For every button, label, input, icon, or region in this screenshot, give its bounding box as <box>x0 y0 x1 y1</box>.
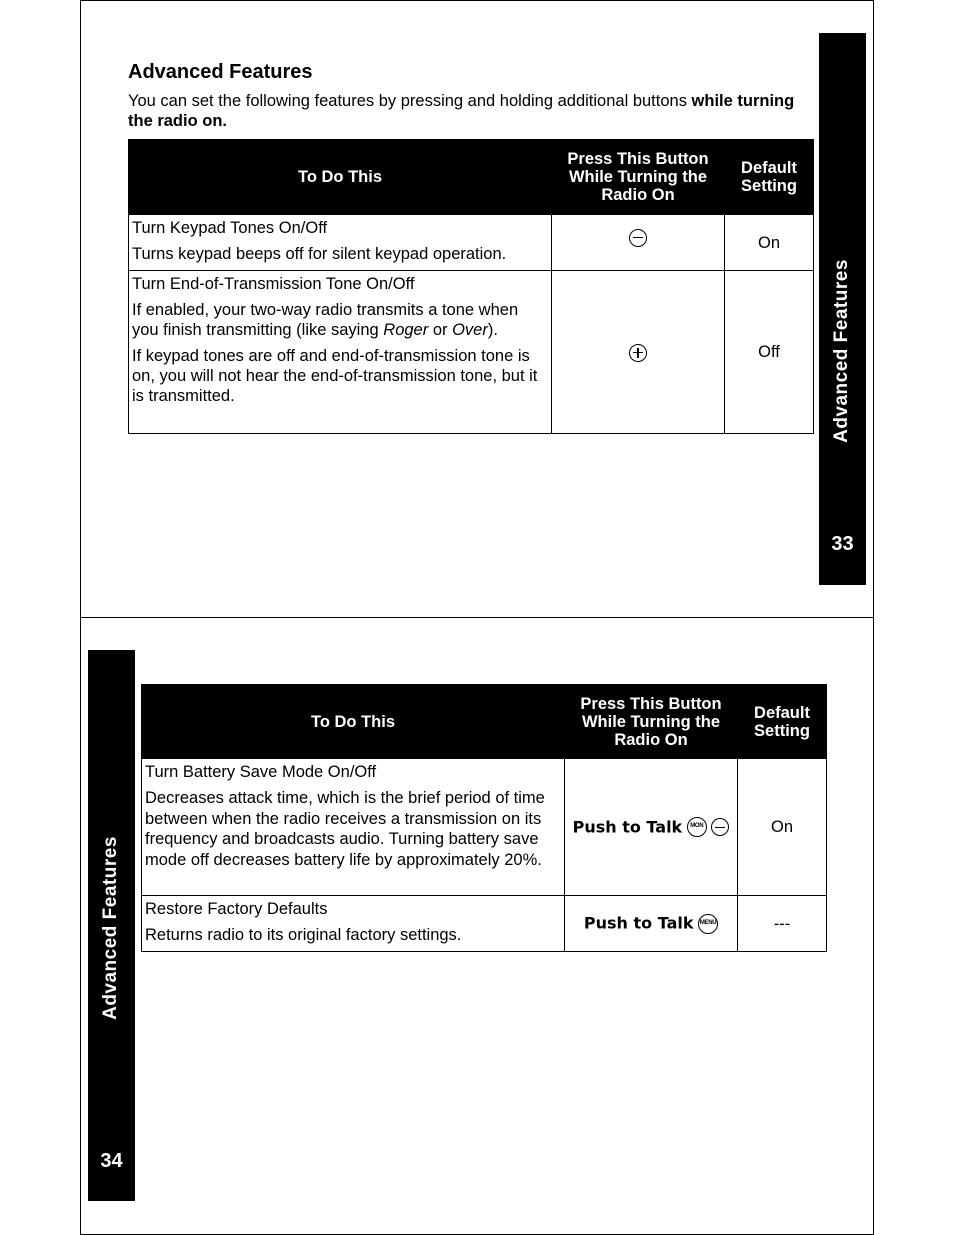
page-number: 34 <box>100 1150 123 1172</box>
feature-name: Restore Factory Defaults <box>145 900 328 918</box>
feature-cell <box>142 896 565 952</box>
default-cell: --- <box>738 896 827 952</box>
side-tab-label: Advanced Features <box>831 259 852 443</box>
default-cell: On <box>738 759 827 896</box>
feature-name: Turn Battery Save Mode On/Off <box>145 763 377 781</box>
intro-paragraph <box>128 91 818 131</box>
header-press-button: Press This Button While Turning the Radio On <box>552 140 725 215</box>
section-title: Advanced Features <box>128 61 313 83</box>
side-tab-label: Advanced Features <box>100 836 121 1020</box>
feature-cell <box>129 271 552 434</box>
table-row <box>142 896 827 952</box>
button-cell <box>565 896 738 952</box>
intro-text: You can set the following features by pressing and holding additional buttons <box>128 92 692 110</box>
desc-text: ). <box>487 321 498 339</box>
minus-button-icon <box>711 818 729 836</box>
push-to-talk-label: Push to Talk <box>583 913 694 933</box>
feature-description <box>132 300 549 340</box>
table-header-row <box>129 140 814 215</box>
header-default: Default Setting <box>738 685 827 759</box>
feature-note: If keypad tones are off and end-of-transmission tone is on, you will not hear the end-of-transmission tone, but it is transmitted. <box>132 347 538 405</box>
table-row <box>142 759 827 896</box>
button-cell <box>552 271 725 434</box>
plus-button-icon <box>629 344 647 362</box>
feature-cell <box>142 759 565 896</box>
feature-cell <box>129 215 552 271</box>
feature-name: Turn End-of-Transmission Tone On/Off <box>132 275 415 293</box>
feature-description: Returns radio to its original factory settings. <box>145 926 462 944</box>
default-cell: On <box>725 215 814 271</box>
side-tab-33 <box>819 33 866 585</box>
features-table-top <box>128 139 814 434</box>
intro-bold-text: while turning the radio on. <box>128 92 795 130</box>
header-to-do: To Do This <box>129 140 552 215</box>
feature-description: Turns keypad beeps off for silent keypad operation. <box>132 245 507 263</box>
header-press-button: Press This Button While Turning the Radio On <box>565 685 738 759</box>
desc-text: or <box>428 321 453 339</box>
table-row <box>129 215 814 271</box>
push-to-talk-label: Push to Talk <box>572 817 683 837</box>
header-default: Default Setting <box>725 140 814 215</box>
default-cell: Off <box>725 271 814 434</box>
menu-button-icon: MENU <box>698 914 718 934</box>
desc-italic: Over <box>452 321 488 339</box>
feature-name: Turn Keypad Tones On/Off <box>132 219 328 237</box>
header-to-do: To Do This <box>142 685 565 759</box>
monitor-button-icon: MON <box>687 817 707 837</box>
button-cell <box>552 215 725 271</box>
page-divider <box>80 617 874 618</box>
side-tab-34 <box>88 650 135 1201</box>
features-table-bottom <box>141 684 827 952</box>
desc-text: If enabled, your two-way radio transmits a tone when you finish transmitting (like saying <box>132 301 519 339</box>
feature-description: Decreases attack time, which is the brief period of time between when the radio receives a transmission on its frequency and broadcasts audio. Turning battery save mode off decreases battery life by approximately 20%. <box>145 789 545 869</box>
table-row <box>129 271 814 434</box>
desc-italic: Roger <box>383 321 429 339</box>
page-number: 33 <box>831 533 854 555</box>
minus-button-icon <box>629 229 647 247</box>
button-cell <box>565 759 738 896</box>
table-header-row <box>142 685 827 759</box>
